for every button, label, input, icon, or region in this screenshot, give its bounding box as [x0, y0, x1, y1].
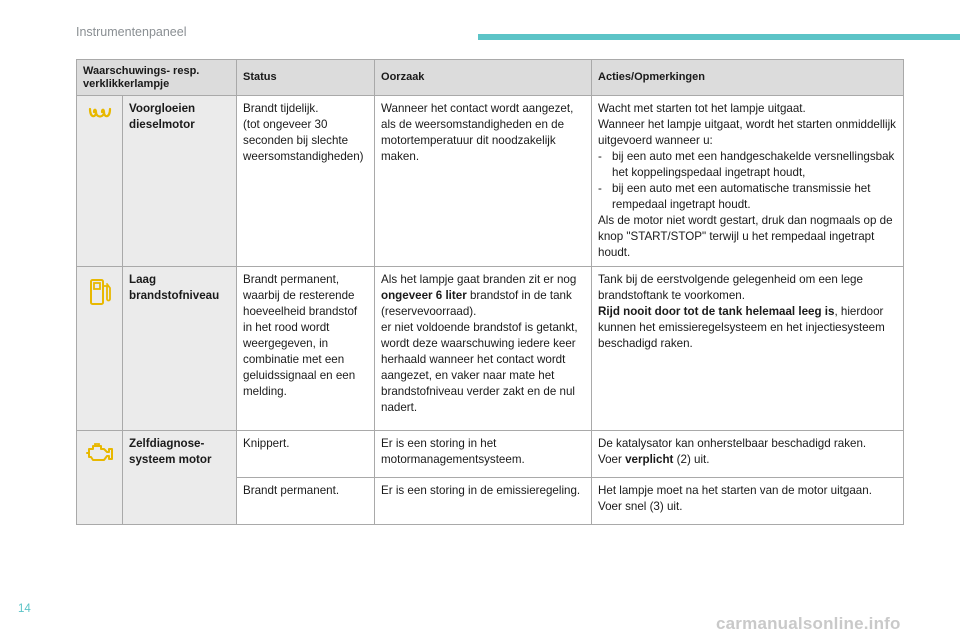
warning-bold: Rijd nooit door tot de tank helemaal leeg is — [598, 305, 835, 318]
table-row — [77, 96, 904, 267]
cause-text: Wanneer het contact wordt aangezet, als de weersomstandigheden en de motortemperatuur dit noodzakelijk maken. — [375, 96, 592, 267]
list-item: - bij een auto met een automatische transmissie het rempedaal ingetrapt houdt. — [598, 182, 871, 211]
warning-lights-table — [76, 59, 904, 525]
list-item: - bij een auto met een handgeschakelde versnellingsbak het koppelingspedaal ingetrapt houdt, — [598, 150, 895, 179]
mandatory-bold: verplicht — [625, 453, 674, 466]
header-accent-bar — [478, 34, 960, 40]
status-text: Brandt permanent, waarbij de resterende hoeveelheid brandstof in het rood wordt weergegeven, in combinatie met een geluidssignaal en een melding. — [237, 267, 375, 431]
column-header-cause: Oorzaak — [375, 60, 592, 96]
table-row — [77, 431, 904, 478]
section-title: Instrumentenpaneel — [76, 25, 187, 39]
cause-text: Als het lampje gaat branden zit er nog ongeveer 6 liter brandstof in de tank (reservevoorraad). er niet voldoende brandstof is getankt, wordt deze waarschuwing iedere keer herhaald wanneer het contact wordt aangezet, en vaker naar mate het brandstofniveau verder zakt en de nul nadert. — [375, 267, 592, 431]
action-intro: Wacht met starten tot het lampje uitgaat. Wanneer het lampje uitgaat, wordt het starten onmiddellijk uitgevoerd wanneer u: — [598, 102, 896, 147]
status-text: Knippert. — [237, 431, 375, 478]
fuel-pump-icon — [88, 277, 112, 307]
light-name: Voorgloeien dieselmotor — [123, 96, 237, 267]
action-text: Het lampje moet na het starten van de motor uitgaan. Voer snel (3) uit. — [592, 478, 904, 525]
light-name: Laag brandstofniveau — [123, 267, 237, 431]
fuel-amount: ongeveer 6 liter — [381, 289, 467, 302]
column-header-status: Status — [237, 60, 375, 96]
table-header-row — [77, 60, 904, 96]
action-text — [592, 96, 904, 267]
engine-check-icon — [85, 441, 115, 463]
page-number: 14 — [18, 603, 31, 615]
action-text: De katalysator kan onherstelbaar beschadigd raken. Voer verplicht (2) uit. — [592, 431, 904, 478]
fuel-cell — [77, 267, 123, 431]
table-row — [77, 267, 904, 431]
column-header-light: Waarschuwings- resp. verklikkerlampje — [77, 60, 237, 96]
preheat-cell — [77, 96, 123, 267]
action-text: Tank bij de eerstvolgende gelegenheid om een lege brandstoftank te voorkomen. Rijd nooit door tot de tank helemaal leeg is, hierdoor kunnen het emissieregelsysteem en het injectiesysteem beschadigd raken. — [592, 267, 904, 431]
watermark: carmanualsonline.info — [716, 614, 901, 633]
status-text: Brandt permanent. — [237, 478, 375, 525]
column-header-actions: Acties/Opmerkingen — [592, 60, 904, 96]
engine-cell — [77, 431, 123, 525]
status-text: Brandt tijdelijk. (tot ongeveer 30 seconden bij slechte weersomstandigheden) — [237, 96, 375, 267]
action-outro: Als de motor niet wordt gestart, druk dan nogmaals op de knop "START/STOP" terwijl u het rempedaal ingetrapt houdt. — [598, 214, 893, 259]
light-name: Zelfdiagnose-systeem motor — [123, 431, 237, 525]
cause-text: Er is een storing in het motormanagementsysteem. — [375, 431, 592, 478]
preheat-glow-plug-icon — [87, 106, 113, 126]
cause-text: Er is een storing in de emissieregeling. — [375, 478, 592, 525]
